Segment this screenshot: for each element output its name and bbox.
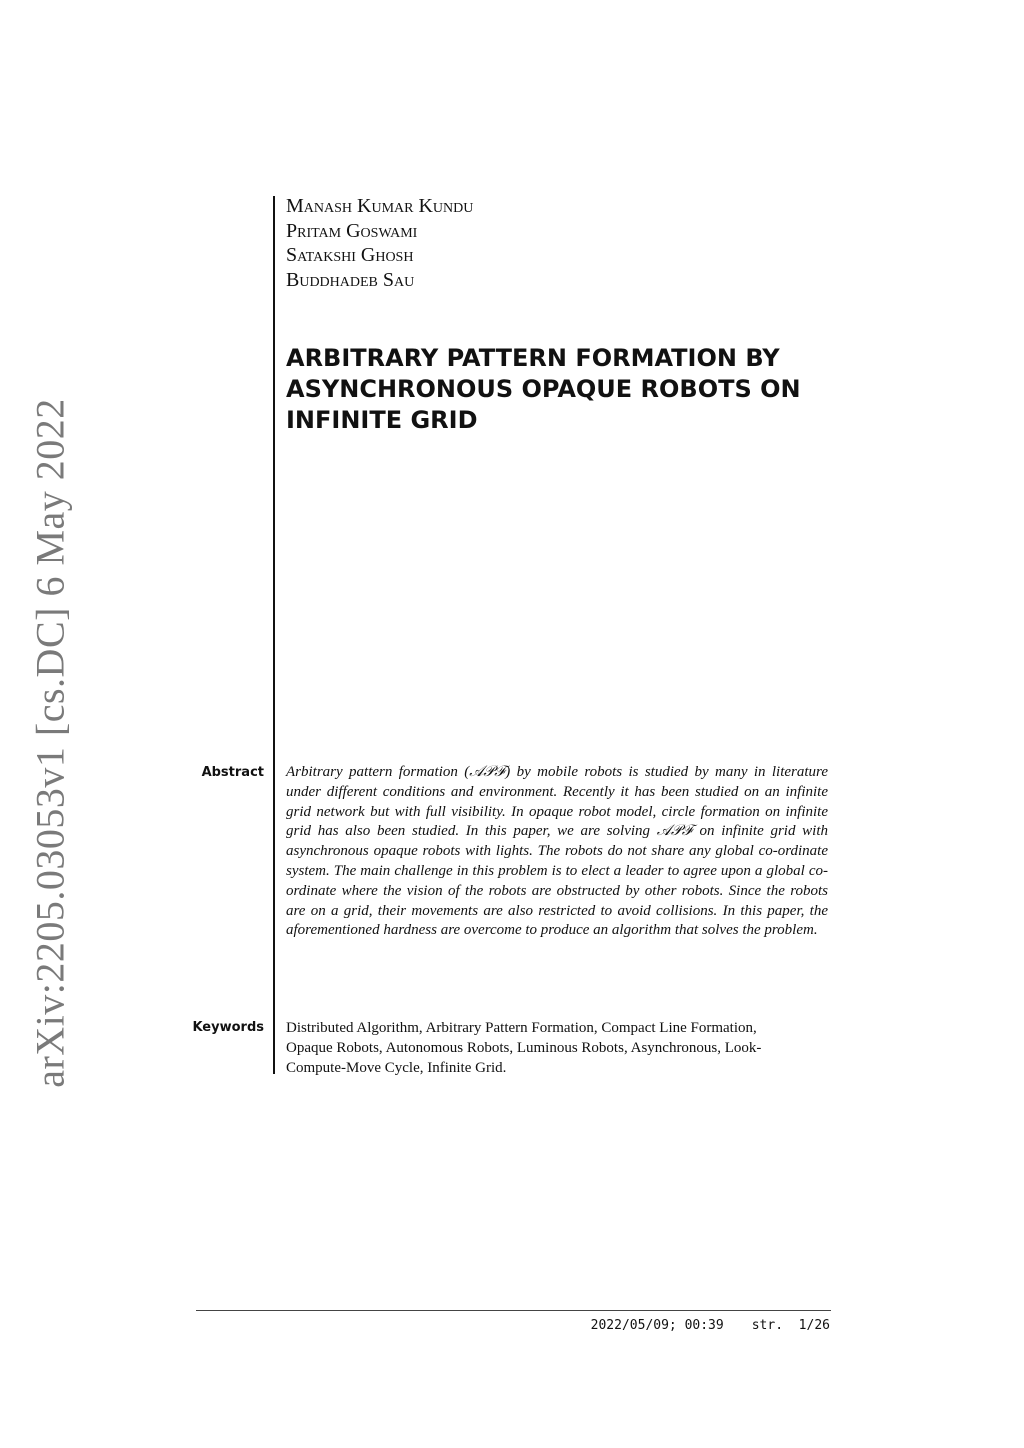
footer-rule xyxy=(196,1310,831,1311)
abstract-text: Arbitrary pattern formation (𝒜𝒫ℱ) by mobile robots is studied by many in literature under different conditions and environment. Recently it has been studied on an infinite grid network but with full visibility. In opaque robot model, circle formation on infinite grid has also been studied. In this paper, we are solving 𝒜𝒫ℱ on infinite grid with asynchronous opaque robots with lights. The robots do not share any global co-ordinate system. The main challenge in this problem is to elect a leader to agree upon a global co-ordinate where the vision of the robots are obstructed by other robots. Since the robots are on a grid, their movements are also restricted to avoid collisions. In this paper, the aforementioned hardness are overcome to produce an algorithm that solves the problem. xyxy=(286,764,828,939)
abstract-label: Abstract xyxy=(201,765,264,780)
page-footer xyxy=(591,1318,830,1333)
author-list xyxy=(286,194,473,292)
author-name: Satakshi Ghosh xyxy=(286,244,414,266)
footer-date: 2022/05/09; 00:39 xyxy=(590,1318,724,1333)
author-name: Manash Kumar Kundu xyxy=(286,195,474,217)
keywords-text: Distributed Algorithm, Arbitrary Pattern Formation, Compact Line Formation, Opaque Robots, Autonomous Robots, Luminous Robots, Asynchronous, Look-Compute-Move Cycle, Infinite Grid. xyxy=(286,1020,762,1076)
arxiv-side-stamp: arXiv:2205.03053v1 [cs.DC] 6 May 2022 xyxy=(27,398,73,1088)
keywords-label: Keywords xyxy=(192,1020,264,1035)
footer-page-number: str. 1/26 xyxy=(751,1318,830,1333)
paper-title: ARBITRARY PATTERN FORMATION BY ASYNCHRONOUS OPAQUE ROBOTS ON INFINITE GRID xyxy=(286,344,801,434)
author-name: Buddhadeb Sau xyxy=(286,268,415,291)
author-name: Pritam Goswami xyxy=(286,219,418,242)
vertical-rule xyxy=(273,196,275,1074)
